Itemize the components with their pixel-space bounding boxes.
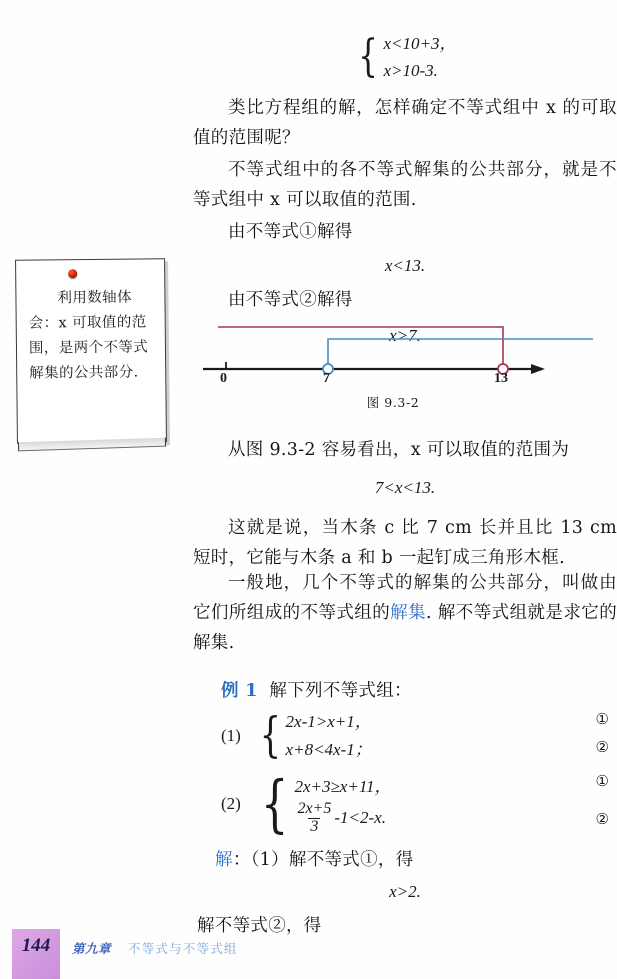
- fraction-numerator: 2x+5: [297, 800, 332, 817]
- example-item-1-row-2: x+8<4x-1；: [285, 740, 372, 759]
- paragraph-wood-conclusion: 这就是说，当木条 c 比 7 cm 长并且比 13 cm 短时，它能与木条 a 和 b 一起钉成三角形木框.: [193, 518, 617, 568]
- example-item-2-row-1: 2x+3≥x+11，: [294, 777, 392, 796]
- axis-tick-label-13: 13: [494, 371, 508, 386]
- paragraph-from-ineq-2: 由不等式②解得: [228, 290, 353, 310]
- example-item-2: [193, 767, 617, 841]
- example-item-2-number: (2): [221, 794, 241, 814]
- top-system-block: [193, 30, 617, 84]
- axis-tick-label-7: 7: [323, 371, 330, 386]
- footer-chapter-label: 第九章: [72, 941, 112, 956]
- page-footer: [0, 919, 617, 979]
- figure-caption: 图 9.3-2: [366, 395, 420, 410]
- post-figure-text: [193, 435, 617, 573]
- number-line-svg: [193, 315, 593, 393]
- axis-tick-label-0: 0: [220, 371, 227, 386]
- inequality-system-top: [354, 30, 457, 84]
- paragraph-common-part: 不等式组中的各不等式解集的公共部分，就是不等式组中 x 可以取值的范围.: [193, 160, 617, 210]
- footer-section-label: 不等式与不等式组: [128, 941, 238, 956]
- margin-note-text: 利用数轴体会：x 可取值的范围，是两个不等式解集的公共部分.: [28, 289, 149, 382]
- solution-line-1-text: ：（1）解不等式①，得: [232, 849, 414, 870]
- system-line-2: x>10-3.: [383, 61, 438, 80]
- example-item-2-row-2: [294, 802, 391, 837]
- paragraph-analogy: 类比方程组的解，怎样确定不等式组中 x 的可取值的范围呢？: [193, 98, 617, 148]
- equation-x-gt-7: x>7.: [389, 326, 421, 345]
- main-text-column: [193, 93, 617, 351]
- margin-note: [15, 258, 167, 444]
- blue-solution-ray: [328, 339, 593, 369]
- example-item-1-brace-icon: {: [259, 707, 281, 764]
- example-item-1: [193, 708, 617, 764]
- red-solution-ray: [218, 327, 503, 369]
- example-heading: [193, 676, 617, 706]
- page-number: 144: [21, 935, 51, 956]
- example-item-1-mark-1: ①: [595, 710, 609, 728]
- example-item-2-mark-2: ②: [595, 810, 609, 828]
- example-item-1-mark-2: ②: [595, 738, 609, 756]
- solution-line-2: 解不等式②，得: [197, 915, 322, 936]
- left-brace-icon: {: [357, 31, 378, 83]
- example-item-2-brace-icon: {: [260, 767, 289, 841]
- paragraph-from-ineq-1: 由不等式①解得: [228, 222, 353, 242]
- definition-text-b: . 解不等式组就是求它的解集.: [193, 603, 617, 653]
- example-prompt: 解下列不等式组：: [269, 681, 412, 701]
- term-solution-set: 解集: [390, 603, 427, 623]
- example-label: 例 1: [221, 681, 258, 701]
- definition-text-a: 一般地，几个不等式的解集的公共部分，叫做由它们所组成的不等式组的: [193, 573, 617, 623]
- example-block: [193, 676, 617, 941]
- example-item-1-row-1: 2x-1>x+1，: [285, 712, 372, 731]
- fraction-2x-plus-5-over-3: [295, 801, 333, 836]
- example-item-1-number: (1): [221, 726, 241, 745]
- definition-block: [193, 568, 617, 658]
- paragraph-definition: [193, 568, 617, 658]
- solution-equation-1: x>2.: [389, 881, 421, 901]
- equation-x-lt-13: x<13.: [384, 256, 426, 275]
- fraction-tail-expression: -1<2-x.: [334, 808, 386, 828]
- fraction-denominator: 3: [310, 817, 319, 835]
- number-line-figure: [193, 315, 593, 415]
- equation-range: 7<x<13.: [374, 478, 436, 497]
- solution-label: 解: [215, 849, 233, 870]
- example-item-2-mark-1: ①: [595, 772, 609, 790]
- paragraph-read-from-figure: 从图 9.3-2 容易看出，x 可以取值的范围为: [228, 440, 570, 460]
- axis-arrowhead-icon: [531, 364, 545, 374]
- solution-line-1: [193, 845, 617, 875]
- system-line-1: x<10+3，: [383, 34, 457, 53]
